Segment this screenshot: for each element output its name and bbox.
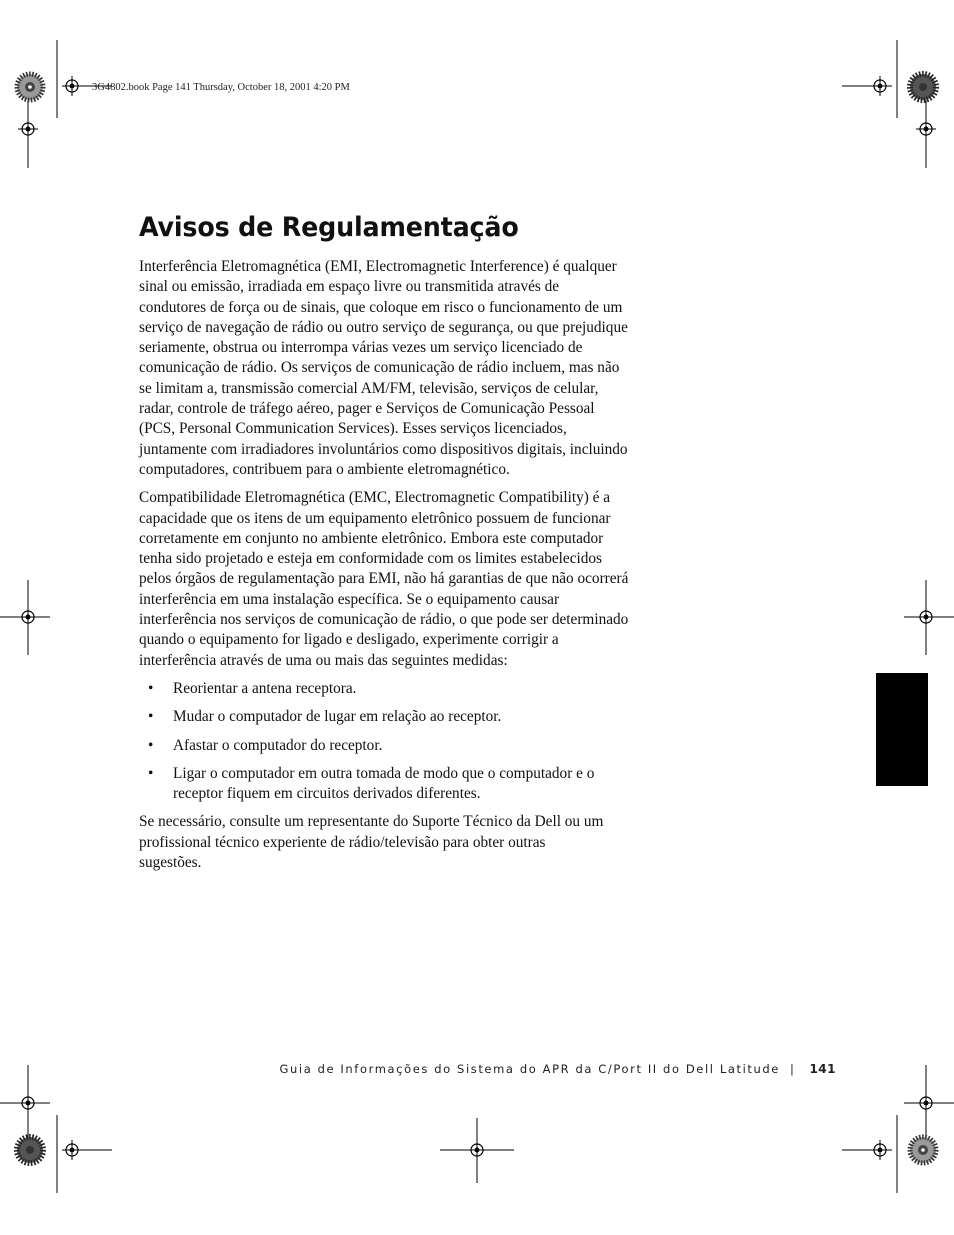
list-item xyxy=(139,736,629,756)
section-thumb-tab xyxy=(876,673,928,786)
list-item-text: Mudar o computador de lugar em relação ao receptor. xyxy=(173,708,502,726)
registration-target-bottom-center xyxy=(467,1140,487,1160)
registration-target-right-bottom xyxy=(916,1093,936,1113)
bullet-marker: • xyxy=(148,679,154,697)
registration-target-bottom-right xyxy=(870,1140,890,1160)
paragraph-closing: Se necessário, consulte um representante do Suporte Técnico da Dell ou um profissional técnico experiente de rádio/televisão para obter outras sugestões. xyxy=(139,813,604,872)
bullet-marker: • xyxy=(148,764,154,782)
starburst-mark-bottom-left xyxy=(17,1137,43,1163)
starburst-mark-top-right xyxy=(910,74,936,100)
paragraph-emi: Interferência Eletromagnética (EMI, Electromagnetic Interference) é qualquer sinal ou emissão, irradiada em espaço livre ou transmitida através de condutores de força ou de sinais, que coloque em risco o funcionamento de um serviço de navegação de rádio ou outro serviço de segurança, ou que prejudique seriamente, obstrua ou interrompa várias vezes um serviço licenciado de comunicação de rádio. Os serviços de comunicação de rádio incluem, mas não se limitam a, transmissão comercial AM/FM, televisão, serviços de celular, radar, controle de tráfego aéreo, pager e Serviços de Comunicação Pessoal (PCS, Personal Communication Services). Esses serviços licenciados, juntamente com irradiadores involuntários como dispositivos digitais, incluindo computadores, contribuem para o ambiente eletromagnético. xyxy=(139,258,628,478)
measures-list xyxy=(139,679,629,804)
page-number: 141 xyxy=(809,1062,836,1076)
registration-target-bottom-left xyxy=(62,1140,82,1160)
bullet-marker: • xyxy=(148,708,154,726)
list-item xyxy=(139,764,601,805)
paragraph-emc: Compatibilidade Eletromagnética (EMC, Electromagnetic Compatibility) é a capacidade que os itens de um equipamento eletrônico possuem de funcionar corretamente em conjunto no ambiente eletrônico. Embora este computador tenha sido projetado e esteja em conformidade com os limites estabelecidos pelos órgãos de regulamentação para EMI, não há garantias de que não ocorrerá interferência em uma instalação específica. Se o equipamento causar interferência nos serviços de comunicação de rádio, o que pode ser determinado quando o equipamento for ligado e desligado, experimente corrigir a interferência através de uma ou mais das seguintes medidas: xyxy=(139,489,629,669)
registration-target-left-bottom xyxy=(18,1093,38,1113)
print-header-info: 3G4802.book Page 141 Thursday, October 18, 2001 4:20 PM xyxy=(92,82,350,93)
footer-guide-title: Guia de Informações do Sistema do APR da C/Port II do Dell Latitude xyxy=(279,1062,780,1076)
registration-target-left-middle xyxy=(18,607,38,627)
registration-target-right-middle xyxy=(916,607,936,627)
list-item-text: Afastar o computador do receptor. xyxy=(173,736,383,754)
starburst-mark-bottom-right xyxy=(910,1137,936,1163)
registration-target-left-top xyxy=(18,119,38,139)
starburst-mark-top-left xyxy=(17,74,43,100)
list-item-text: Reorientar a antena receptora. xyxy=(173,679,357,697)
page-footer xyxy=(280,1062,837,1076)
registration-target-right-top xyxy=(916,119,936,139)
page-title: Avisos de Regulamentação xyxy=(139,212,519,243)
list-item xyxy=(139,679,629,699)
bullet-marker: • xyxy=(148,736,154,754)
registration-target-top-right xyxy=(870,76,890,96)
footer-separator: | xyxy=(789,1062,796,1076)
main-content xyxy=(139,257,629,881)
list-item-text: Ligar o computador em outra tomada de modo que o computador e o receptor fiquem em circuitos derivados diferentes. xyxy=(173,764,595,803)
list-item xyxy=(139,707,629,727)
registration-target-top-left xyxy=(62,76,82,96)
